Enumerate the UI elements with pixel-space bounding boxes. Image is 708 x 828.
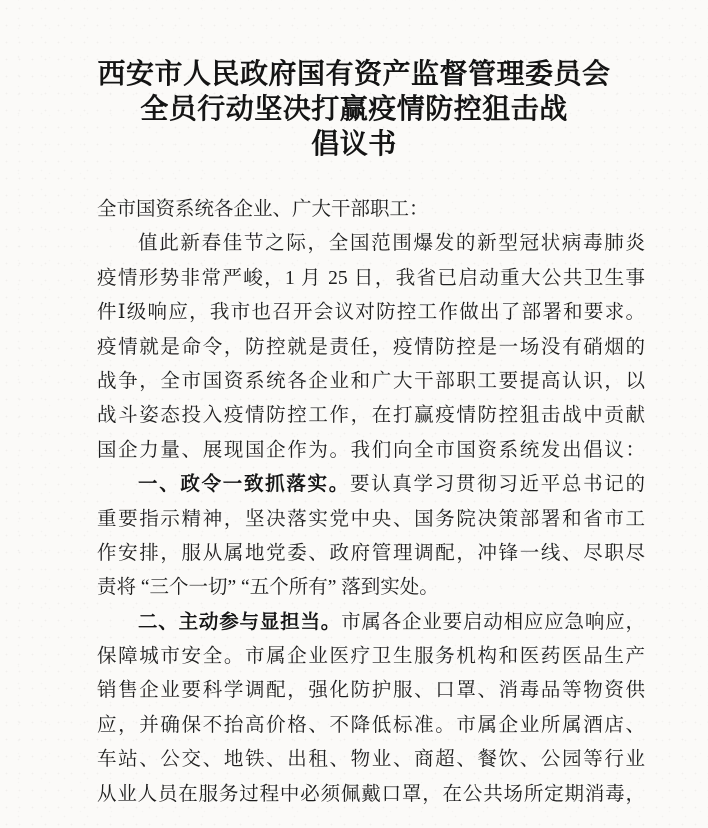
body-line: 销售企业要科学调配，强化防护服、口罩、消毒品等物资供 bbox=[97, 680, 645, 702]
body-line: 保障城市安全。市属企业医疗卫生服务机构和医药医品生产 bbox=[97, 646, 645, 668]
body-line: 值此新春佳节之际，全国范围爆发的新型冠状病毒肺炎 bbox=[138, 233, 645, 255]
body-line: 疫情形势非常严峻，1 月 25 日，我省已启动重大公共卫生事 bbox=[97, 267, 645, 289]
body-line: 战斗姿态投入疫情防控工作，在打赢疫情防控狙击战中贡献 bbox=[97, 405, 645, 427]
body-line: 二、主动参与显担当。市属各企业要启动相应应急响应， bbox=[138, 611, 645, 633]
body-line: 作安排，服从属地党委、政府管理调配，冲锋一线、尽职尽 bbox=[97, 542, 645, 564]
title-line-1: 西安市人民政府国有资产监督管理委员会 bbox=[97, 59, 611, 90]
body-line: 疫情就是命令，防控就是责任，疫情防控是一场没有硝烟的 bbox=[97, 336, 645, 358]
body-line: 全市国资系统各企业、广大干部职工： bbox=[97, 199, 429, 220]
body-line: 件Ⅰ级响应，我市也召开会议对防控工作做出了部署和要求。 bbox=[97, 302, 645, 324]
document-body bbox=[97, 193, 645, 812]
title-line-2: 全员行动坚决打赢疫情防控狙击战 bbox=[140, 94, 568, 125]
body-line: 一、政令一致抓落实。要认真学习贯彻习近平总书记的 bbox=[138, 474, 645, 496]
section-heading: 二、主动参与显担当。 bbox=[138, 611, 342, 633]
section-heading: 一、政令一致抓落实。 bbox=[138, 474, 350, 496]
body-line: 应，并确保不抬高价格、不降低标准。市属企业所属酒店、 bbox=[97, 714, 645, 736]
body-line: 国企力量、展现国企作为。我们向全市国资系统发出倡议： bbox=[97, 439, 645, 461]
document-title bbox=[0, 57, 708, 162]
body-line: 责将 “三个一切” “五个所有” 落到实处。 bbox=[97, 577, 439, 599]
body-line: 重要指示精神，坚决落实党中央、国务院决策部署和省市工 bbox=[97, 508, 645, 530]
body-line: 从业人员在服务过程中必须佩戴口罩，在公共场所定期消毒， bbox=[97, 783, 645, 805]
title-line-3: 倡议书 bbox=[311, 129, 397, 160]
body-line: 车站、公交、地铁、出租、物业、商超、餐饮、公园等行业 bbox=[97, 749, 645, 771]
body-line: 战争，全市国资系统各企业和广大干部职工要提高认识，以 bbox=[97, 370, 645, 392]
